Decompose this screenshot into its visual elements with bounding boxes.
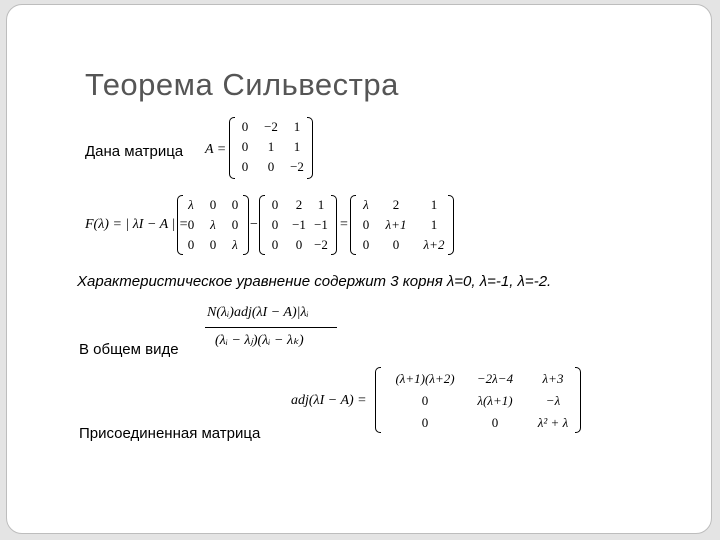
general-form-label: В общем виде [79, 341, 179, 358]
matrix-cell: 0 [267, 159, 275, 174]
matrix-cell: λ(λ+1) [477, 393, 513, 408]
matrix-cell: 0 [231, 197, 239, 212]
matrix-cell: 0 [421, 393, 429, 408]
fraction-line [205, 327, 337, 328]
lambda-identity-matrix [177, 195, 249, 255]
matrix-cell: λ [188, 197, 194, 212]
matrix-cell: 0 [241, 139, 249, 154]
matrix-cell: λ [210, 217, 216, 232]
matrix-cell: 0 [491, 415, 499, 430]
adjugate-matrix-label: Присоединенная матрица [79, 425, 261, 442]
matrix-cell: 1 [293, 119, 301, 134]
matrix-a [229, 117, 313, 179]
matrix-cell: −λ [545, 393, 561, 408]
slide-title: Теорема Сильвестра [85, 67, 399, 102]
matrix-a-lhs: A = [205, 142, 227, 157]
slide [6, 4, 712, 534]
matrix-cell: 1 [267, 139, 275, 154]
general-numerator: N(λᵢ)adj(λI − A)|λᵢ [207, 305, 309, 320]
matrix-cell: 2 [295, 197, 303, 212]
matrix-cell: λ+1 [385, 217, 407, 232]
matrix-cell: −2 [314, 237, 328, 252]
matrix-cell: 1 [293, 139, 301, 154]
matrix-cell: 0 [209, 237, 217, 252]
matrix-subtracted [259, 195, 337, 255]
matrix-cell: 1 [430, 197, 438, 212]
characteristic-equation-text: Характеристическое уравнение содержит 3 корня λ=0, λ=-1, λ=-2. [77, 273, 552, 290]
matrix-cell: 2 [392, 197, 400, 212]
matrix-cell: λ² + λ [537, 415, 569, 430]
matrix-cell: 0 [295, 237, 303, 252]
matrix-cell: 0 [271, 197, 279, 212]
matrix-cell: 0 [421, 415, 429, 430]
matrix-cell: 0 [187, 237, 195, 252]
minus-sign: − [250, 217, 258, 232]
matrix-cell: 0 [362, 217, 370, 232]
matrix-cell: 0 [392, 237, 400, 252]
given-matrix-label: Дана матрица [85, 143, 184, 160]
matrix-cell: 0 [209, 197, 217, 212]
matrix-cell: 1 [430, 217, 438, 232]
matrix-cell: 0 [362, 237, 370, 252]
matrix-cell: −2 [290, 159, 304, 174]
f-lambda-lhs: F(λ) = | λI − A | = [85, 217, 189, 232]
matrix-cell: λ+2 [423, 237, 445, 252]
matrix-cell: −1 [314, 217, 328, 232]
matrix-cell: 0 [271, 217, 279, 232]
general-denominator: (λᵢ − λⱼ)(λᵢ − λₖ) [215, 333, 304, 348]
matrix-cell: λ [232, 237, 238, 252]
matrix-cell: −2λ−4 [476, 371, 514, 386]
adj-lhs: adj(λI − A) = [291, 393, 367, 408]
matrix-cell: 0 [231, 217, 239, 232]
matrix-cell: −2 [264, 119, 278, 134]
matrix-cell: λ [363, 197, 369, 212]
matrix-cell: λ+3 [542, 371, 564, 386]
matrix-cell: −1 [292, 217, 306, 232]
matrix-cell: 0 [271, 237, 279, 252]
matrix-cell: 0 [241, 159, 249, 174]
matrix-cell: (λ+1)(λ+2) [395, 371, 455, 386]
matrix-cell: 1 [317, 197, 325, 212]
adjugate-matrix [375, 367, 581, 433]
result-matrix [350, 195, 454, 255]
matrix-cell: 0 [241, 119, 249, 134]
equals-sign: = [340, 217, 348, 232]
matrix-cell: 0 [187, 217, 195, 232]
